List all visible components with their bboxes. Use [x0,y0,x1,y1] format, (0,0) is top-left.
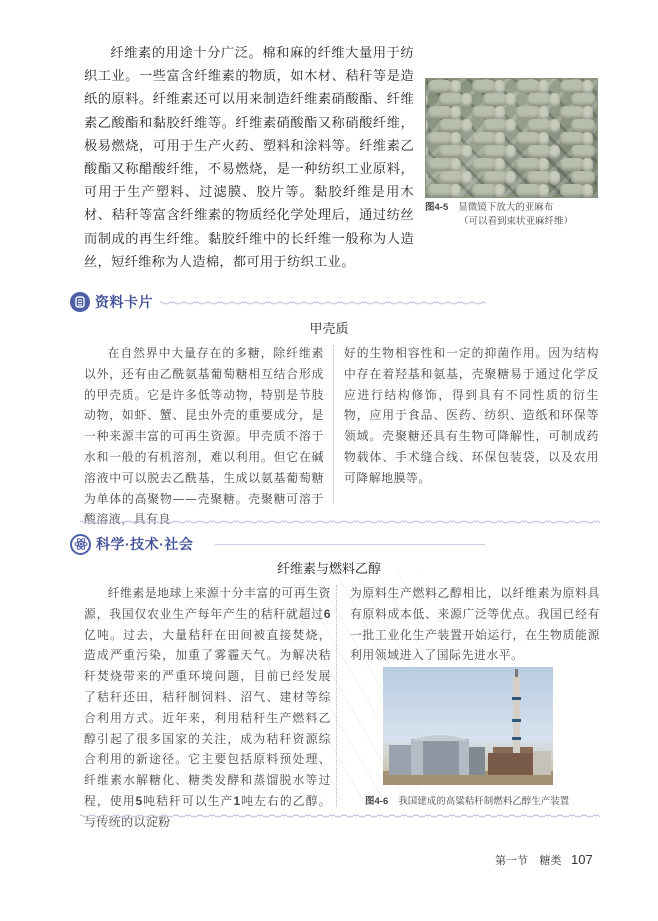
column-text: 纤维素是地球上来源十分丰富的可再生资源，我国仅农业生产每年产生的秸秆就超过6亿吨。过去，大量秸秆在田间被直接焚烧，造成严重污染，加重了雾霾天气。为解决秸秆焚烧带来的严重环境问题，目前已经发展了秸秆还田，秸秆制饲料、沼气、建材等综合利用方式。近年来，利用秸秆生产燃料乙醇引起了很多国家的关注，成为秸秆资源综合利用的新途径。它主要包括原料预处理、纤维素水解糖化、糖类发酵和蒸馏脱水等过程，使用5吨秸秆可以生产1吨左右的乙醇。与传统的以淀粉 [84,586,331,829]
column-text: 为原料生产燃料乙醇相比，以纤维素为原料具有原料成本低、来源广泛等优点。我国已经有一批工业化生产装置开始运行，在生物质能源利用领域进入了国际先进水平。 [350,586,600,663]
page-number: 107 [571,852,593,867]
info-card-title: 甲壳质 [309,321,349,336]
figure-4-6-caption [365,793,605,807]
sts-header [70,529,193,559]
sts-title: 纤维素与燃料乙醇 [276,561,381,576]
caption-text: 我国建成的高粱秸秆制燃料乙醇生产装置 [398,796,570,807]
footer-topic: 糖类 [539,854,562,867]
footer-section: 第一节 [495,854,528,867]
figure-4-5-caption [425,201,605,229]
atom-icon [70,534,91,555]
column-divider [336,585,337,807]
ethanol-plant-photo [383,667,553,785]
figure-number: 图4-6 [365,796,389,807]
sts-right-column [350,583,600,666]
caption-line: （可以看到束状亚麻纤维） [459,216,574,227]
section-label: 科学·技术·社会 [96,536,194,552]
info-card-header [70,287,153,317]
linen-micrograph-image [425,78,598,198]
page-footer [495,852,593,868]
intro-paragraph: 纤维素的用途十分广泛。棉和麻的纤维大量用于纺织工业。一些富含纤维素的物质，如木材、秸秆等是造纸的原料。纤维素还可以用来制造纤维素硝酸酯、纤维素乙酸酯和黏胶纤维等。纤维素硝酸酯又称硝酸纤维，极易燃烧，可用于生产火药、塑料和涂料等。纤维素乙酸酯又称醋酸纤维，不易燃烧，是一种纺织工业原料，可用于生产塑料、过滤膜、胶片等。黏胶纤维是用木材、秸秆等富含纤维素的物质经化学处理后，通过纺丝而制成的再生纤维。黏胶纤维中的长纤维一般称为人造丝，短纤维称为人造棉，都可用于纺织工业。 [84,46,414,270]
info-card-left-column [84,343,324,530]
book-icon [70,292,90,312]
column-text: 好的生物相容性和一定的抑菌作用。因为结构中存在着羟基和氨基，壳聚糖易于通过化学反应进行结构修饰，得到具有不同性质的衍生物，应用于食品、医药、纺织、造纸和环保等领域。壳聚糖还具有生物可降解性，可制成药物载体、手术缝合线、环保包装袋，以及农用可降解地膜等。 [344,346,599,485]
column-divider [333,345,334,503]
column-text: 在自然界中大量存在的多糖，除纤维素以外，还有由乙酰氨基葡萄糖相互结合形成的甲壳质。它是许多低等动物，特别是节肢动物，如虾、蟹、昆虫外壳的重要成分，是一种来源丰富的可再生资源。甲壳质不溶于水和一般的有机溶剂，难以利用。但它在碱溶液中可以脱去乙酰基，生成以氨基葡萄糖为单体的高聚物——壳聚糖。壳聚糖可溶于酸溶液，具有良 [84,346,324,527]
intro-text [84,42,414,274]
wavy-divider [80,813,600,819]
caption-line: 显微镜下放大的亚麻布 [458,202,554,213]
section-label: 资料卡片 [95,294,153,310]
info-card-right-column [344,343,599,489]
header-rule [215,544,485,545]
figure-number: 图4-5 [425,202,449,213]
wavy-divider [80,519,600,525]
wavy-divider [160,300,485,306]
sts-left-column [84,583,331,833]
